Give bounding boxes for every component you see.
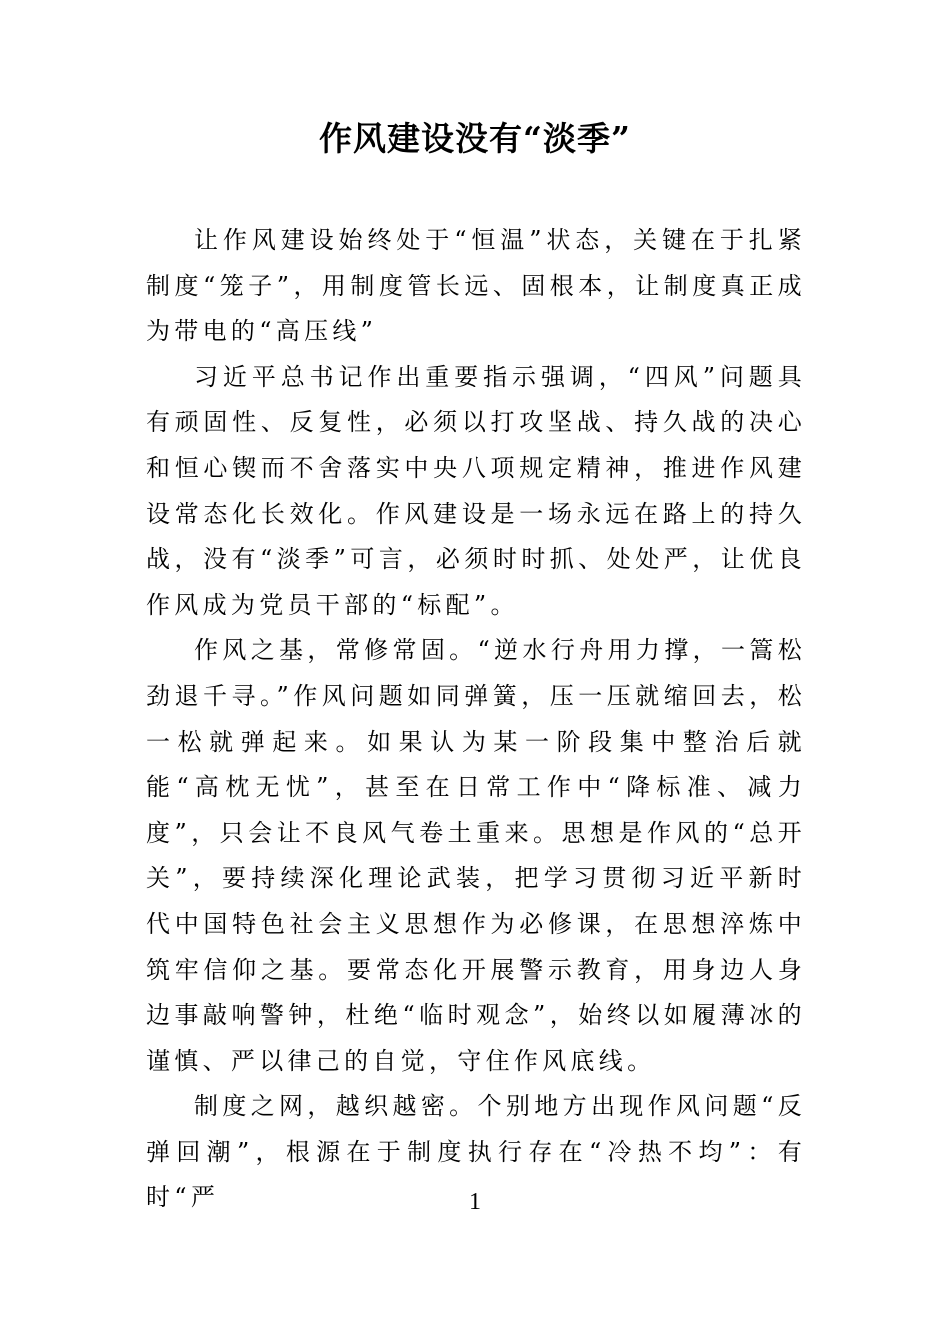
paragraph: 习近平总书记作出重要指示强调，“四风”问题具有顽固性、反复性，必须以打攻坚战、持久战的决心和恒心锲而不舍落实中央八项规定精神，推进作风建设常态化长效化。作风建设是一场永远在路上的持久战，没有“淡季”可言，必须时时抓、处处严，让优良作风成为党员干部的“标配”。 xyxy=(146,362,806,619)
paragraph: 让作风建设始终处于“恒温”状态，关键在于扎紧制度“笼子”，用制度管长远、固根本，让制度真正成为带电的“高压线” xyxy=(146,226,806,346)
page-number: 1 xyxy=(469,1189,481,1215)
document-title: 作风建设没有“淡季” xyxy=(319,119,631,158)
paragraph: 作风之基，常修常固。“逆水行舟用力撑，一篙松劲退千寻。”作风问题如同弹簧，压一压就缩回去，松一松就弹起来。如果认为某一阶段集中整治后就能“高枕无忧”，甚至在日常工作中“降标准、减力度”，只会让不良风气卷土重来。思想是作风的“总开关”，要持续深化理论武装，把学习贯彻习近平新时代中国特色社会主义思想作为必修课，在思想淬炼中筑牢信仰之基。要常态化开展警示教育，用身边人身边事敲响警钟，杜绝“临时观念”，始终以如履薄冰的谨慎、严以律己的自觉，守住作风底线。 xyxy=(146,636,806,1075)
paragraph: 制度之网，越织越密。个别地方出现作风问题“反弹回潮”，根源在于制度执行存在“冷热不均”：有时“严 xyxy=(146,1092,806,1212)
document-body xyxy=(146,218,806,1221)
